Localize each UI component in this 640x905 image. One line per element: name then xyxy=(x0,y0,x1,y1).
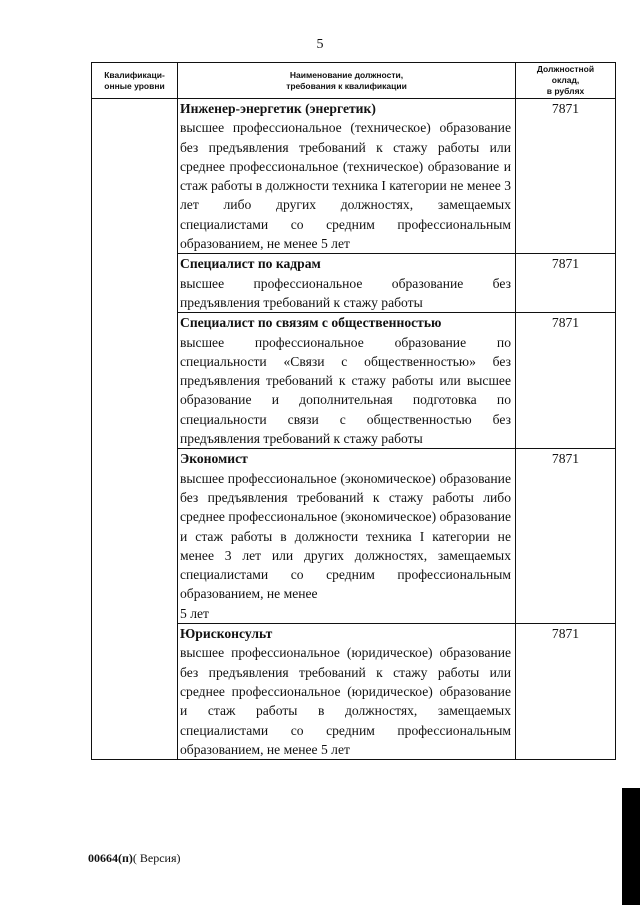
position-title: Юрисконсульт xyxy=(180,626,273,642)
salary-cell: 7871 xyxy=(516,99,616,254)
position-cell xyxy=(178,449,516,624)
qualification-table xyxy=(91,62,616,760)
salary-cell: 7871 xyxy=(516,624,616,760)
position-requirements: высшее профессиональное образование по специальности «Связи с общественностью» без предъявления требований к стажу работы или высшее образование и дополнительная подготовка по специальности связи с общественностью без предъявления требований к стажу работы xyxy=(180,334,511,447)
document-footer xyxy=(88,851,181,866)
page-number: 5 xyxy=(316,37,324,52)
table-header-row xyxy=(92,63,616,99)
header-salary: Должностной оклад, в рублях xyxy=(516,63,616,99)
position-cell xyxy=(178,313,516,449)
position-cell xyxy=(178,254,516,313)
header-qualification-level: Квалификаци- онные уровни xyxy=(92,63,178,99)
position-requirements: высшее профессиональное (техническое) образование без предъявления требований к стажу работы или среднее профессиональное (техническое) образование и стаж работы в должности техника I категории не менее 3 лет либо других должностях, замещаемых специалистами со средним профессиональным образованием, не менее 5 лет xyxy=(180,120,511,252)
position-title: Специалист по связям с общественностью xyxy=(180,315,442,331)
document-code: 00664(п) xyxy=(88,851,133,865)
position-requirements: высшее профессиональное (юридическое) образование без предъявления требований к стажу работы или среднее профессиональное (юридическое) образование и стаж работы в должностях, замещаемых специалистами со средним профессиональным образованием, не менее 5 лет xyxy=(180,645,511,757)
position-cell xyxy=(178,624,516,760)
position-requirements: высшее профессиональное (экономическое) образование без предъявления требований к стажу работы либо среднее профессиональное (экономическое) образование и стаж работы в должности техника I категории не менее 3 лет или других должностях, замещаемых специалистами со средним профессиональным образованием, не менее 5 лет xyxy=(180,470,511,621)
position-cell xyxy=(178,99,516,254)
salary-cell: 7871 xyxy=(516,449,616,624)
document-version: ( Версия) xyxy=(132,851,181,865)
salary-cell: 7871 xyxy=(516,313,616,449)
header-position-requirements: Наименование должности, требования к квалификации xyxy=(178,63,516,99)
scan-edge-shadow xyxy=(622,788,640,905)
salary-cell: 7871 xyxy=(516,254,616,313)
position-requirements: высшее профессиональное образование без предъявления требований к стажу работы xyxy=(180,275,511,310)
position-title: Инженер-энергетик (энергетик) xyxy=(180,101,376,116)
position-title: Специалист по кадрам xyxy=(180,256,321,272)
table-row xyxy=(92,99,616,254)
position-title: Экономист xyxy=(180,451,248,467)
qualification-level-cell xyxy=(92,99,178,760)
